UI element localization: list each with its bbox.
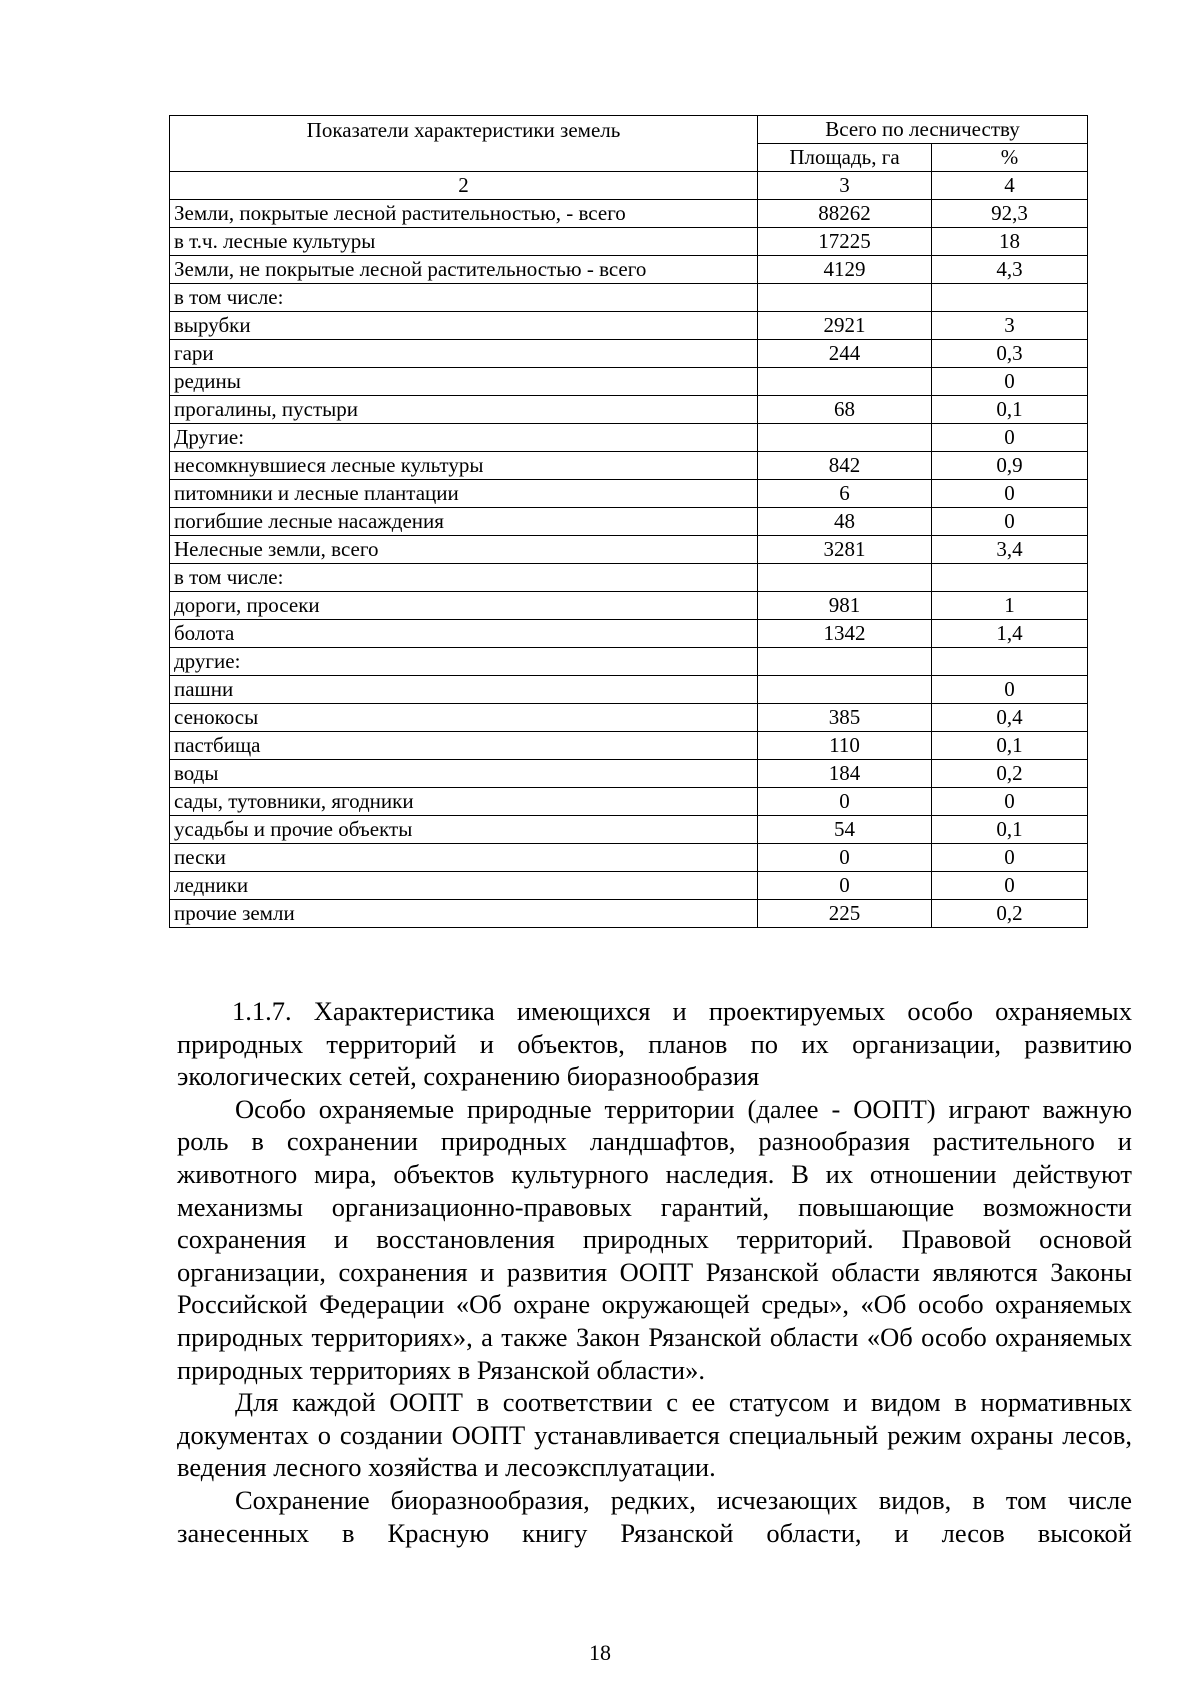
row-percent: 0,1	[932, 732, 1088, 760]
header-group: Всего по лесничеству	[758, 116, 1088, 144]
row-label: дороги, просеки	[170, 592, 758, 620]
row-area: 0	[758, 872, 932, 900]
table-row	[170, 648, 1088, 676]
row-percent: 18	[932, 228, 1088, 256]
row-percent	[932, 648, 1088, 676]
table-row	[170, 592, 1088, 620]
row-label: редины	[170, 368, 758, 396]
row-label: прогалины, пустыри	[170, 396, 758, 424]
row-percent: 0	[932, 424, 1088, 452]
row-label: питомники и лесные плантации	[170, 480, 758, 508]
row-area: 48	[758, 508, 932, 536]
row-percent: 0	[932, 480, 1088, 508]
table-row	[170, 424, 1088, 452]
row-area: 0	[758, 844, 932, 872]
row-label: в том числе:	[170, 284, 758, 312]
row-area: 244	[758, 340, 932, 368]
header-indicator: Показатели характеристики земель	[170, 116, 758, 172]
row-percent: 0	[932, 872, 1088, 900]
row-area: 3281	[758, 536, 932, 564]
row-area: 6	[758, 480, 932, 508]
table-row	[170, 228, 1088, 256]
row-area	[758, 284, 932, 312]
row-area: 981	[758, 592, 932, 620]
table-row	[170, 284, 1088, 312]
row-label: ледники	[170, 872, 758, 900]
row-area	[758, 676, 932, 704]
land-characteristics-table	[169, 115, 1088, 928]
table-row	[170, 256, 1088, 284]
row-label: пашни	[170, 676, 758, 704]
row-percent	[932, 564, 1088, 592]
table-body	[170, 200, 1088, 928]
row-percent: 4,3	[932, 256, 1088, 284]
row-percent: 1	[932, 592, 1088, 620]
header-col-number: 4	[932, 172, 1088, 200]
page-number: 18	[589, 1640, 611, 1665]
row-label: болота	[170, 620, 758, 648]
row-area	[758, 564, 932, 592]
row-area	[758, 648, 932, 676]
row-percent: 0,4	[932, 704, 1088, 732]
row-percent: 0,9	[932, 452, 1088, 480]
row-percent: 3	[932, 312, 1088, 340]
row-area: 17225	[758, 228, 932, 256]
row-label: пастбища	[170, 732, 758, 760]
row-area: 385	[758, 704, 932, 732]
header-area: Площадь, га	[758, 144, 932, 172]
table-row	[170, 452, 1088, 480]
row-label: несомкнувшиеся лесные культуры	[170, 452, 758, 480]
table-row	[170, 312, 1088, 340]
row-percent: 0,1	[932, 816, 1088, 844]
row-percent: 0,2	[932, 900, 1088, 928]
table-row	[170, 760, 1088, 788]
row-area: 110	[758, 732, 932, 760]
row-percent: 0	[932, 844, 1088, 872]
table-row	[170, 620, 1088, 648]
row-area: 842	[758, 452, 932, 480]
row-label: прочие земли	[170, 900, 758, 928]
row-area: 4129	[758, 256, 932, 284]
row-percent: 0	[932, 676, 1088, 704]
row-area: 184	[758, 760, 932, 788]
table-row	[170, 844, 1088, 872]
row-percent: 0,1	[932, 396, 1088, 424]
row-label: воды	[170, 760, 758, 788]
row-label: сенокосы	[170, 704, 758, 732]
row-percent: 3,4	[932, 536, 1088, 564]
row-label: гари	[170, 340, 758, 368]
row-label: пески	[170, 844, 758, 872]
row-percent: 92,3	[932, 200, 1088, 228]
row-area: 225	[758, 900, 932, 928]
row-percent: 1,4	[932, 620, 1088, 648]
table-row	[170, 788, 1088, 816]
paragraph: Сохранение биоразнообразия, редких, исчезающих видов, в том числе занесенных в Красную книгу Рязанской области, и лесов высокой	[177, 1484, 1132, 1548]
row-label: в т.ч. лесные культуры	[170, 228, 758, 256]
row-percent: 0,3	[932, 340, 1088, 368]
row-label: Нелесные земли, всего	[170, 536, 758, 564]
row-area: 54	[758, 816, 932, 844]
row-label: в том числе:	[170, 564, 758, 592]
row-area: 1342	[758, 620, 932, 648]
table-row	[170, 564, 1088, 592]
section-text	[177, 995, 1132, 1549]
paragraph: Для каждой ООПТ в соответствии с ее статусом и видом в нормативных документах о создании ООПТ устанавливается специальный режим охраны лесов, ведения лесного хозяйства и лесоэксплуатации.	[177, 1387, 1132, 1483]
row-label: Другие:	[170, 424, 758, 452]
row-label: Земли, покрытые лесной растительностью, - всего	[170, 200, 758, 228]
row-label: Земли, не покрытые лесной растительностью - всего	[170, 256, 758, 284]
row-percent: 0	[932, 788, 1088, 816]
table-header	[170, 116, 1088, 200]
row-area: 2921	[758, 312, 932, 340]
row-percent: 0,2	[932, 760, 1088, 788]
row-percent: 0	[932, 508, 1088, 536]
table-row	[170, 872, 1088, 900]
header-col-number: 2	[170, 172, 758, 200]
row-label: другие:	[170, 648, 758, 676]
table-row	[170, 200, 1088, 228]
row-label: сады, тутовники, ягодники	[170, 788, 758, 816]
header-percent: %	[932, 144, 1088, 172]
row-percent: 0	[932, 368, 1088, 396]
table-row	[170, 340, 1088, 368]
table-row	[170, 480, 1088, 508]
table-row	[170, 732, 1088, 760]
row-percent	[932, 284, 1088, 312]
table-row	[170, 536, 1088, 564]
table-row	[170, 704, 1088, 732]
table-row	[170, 368, 1088, 396]
table-row	[170, 676, 1088, 704]
header-col-number: 3	[758, 172, 932, 200]
row-area: 0	[758, 788, 932, 816]
table-row	[170, 508, 1088, 536]
row-area: 88262	[758, 200, 932, 228]
row-label: погибшие лесные насаждения	[170, 508, 758, 536]
row-area: 68	[758, 396, 932, 424]
row-area	[758, 368, 932, 396]
section-heading: 1.1.7. Характеристика имеющихся и проектируемых особо охраняемых природных территорий и объектов, планов по их организации, развитию экологических сетей, сохранению биоразнообразия	[177, 996, 1132, 1092]
table-row	[170, 900, 1088, 928]
table-row	[170, 816, 1088, 844]
table-row	[170, 396, 1088, 424]
row-label: вырубки	[170, 312, 758, 340]
row-area	[758, 424, 932, 452]
paragraph: Особо охраняемые природные территории (далее - ООПТ) играют важную роль в сохранении природных ландшафтов, разнообразия растительного и животного мира, объектов культурного наследия. В их отношении действуют механизмы организационно-правовых гарантий, повышающие возможности сохранения и восстановления природных территорий. Правовой основой организации, сохранения и развития ООПТ Рязанской области являются Законы Российской Федерации «Об охране окружающей среды», «Об особо охраняемых природных территориях», а также Закон Рязанской области «Об особо охраняемых природных территориях в Рязанской области».	[177, 1093, 1132, 1385]
row-label: усадьбы и прочие объекты	[170, 816, 758, 844]
